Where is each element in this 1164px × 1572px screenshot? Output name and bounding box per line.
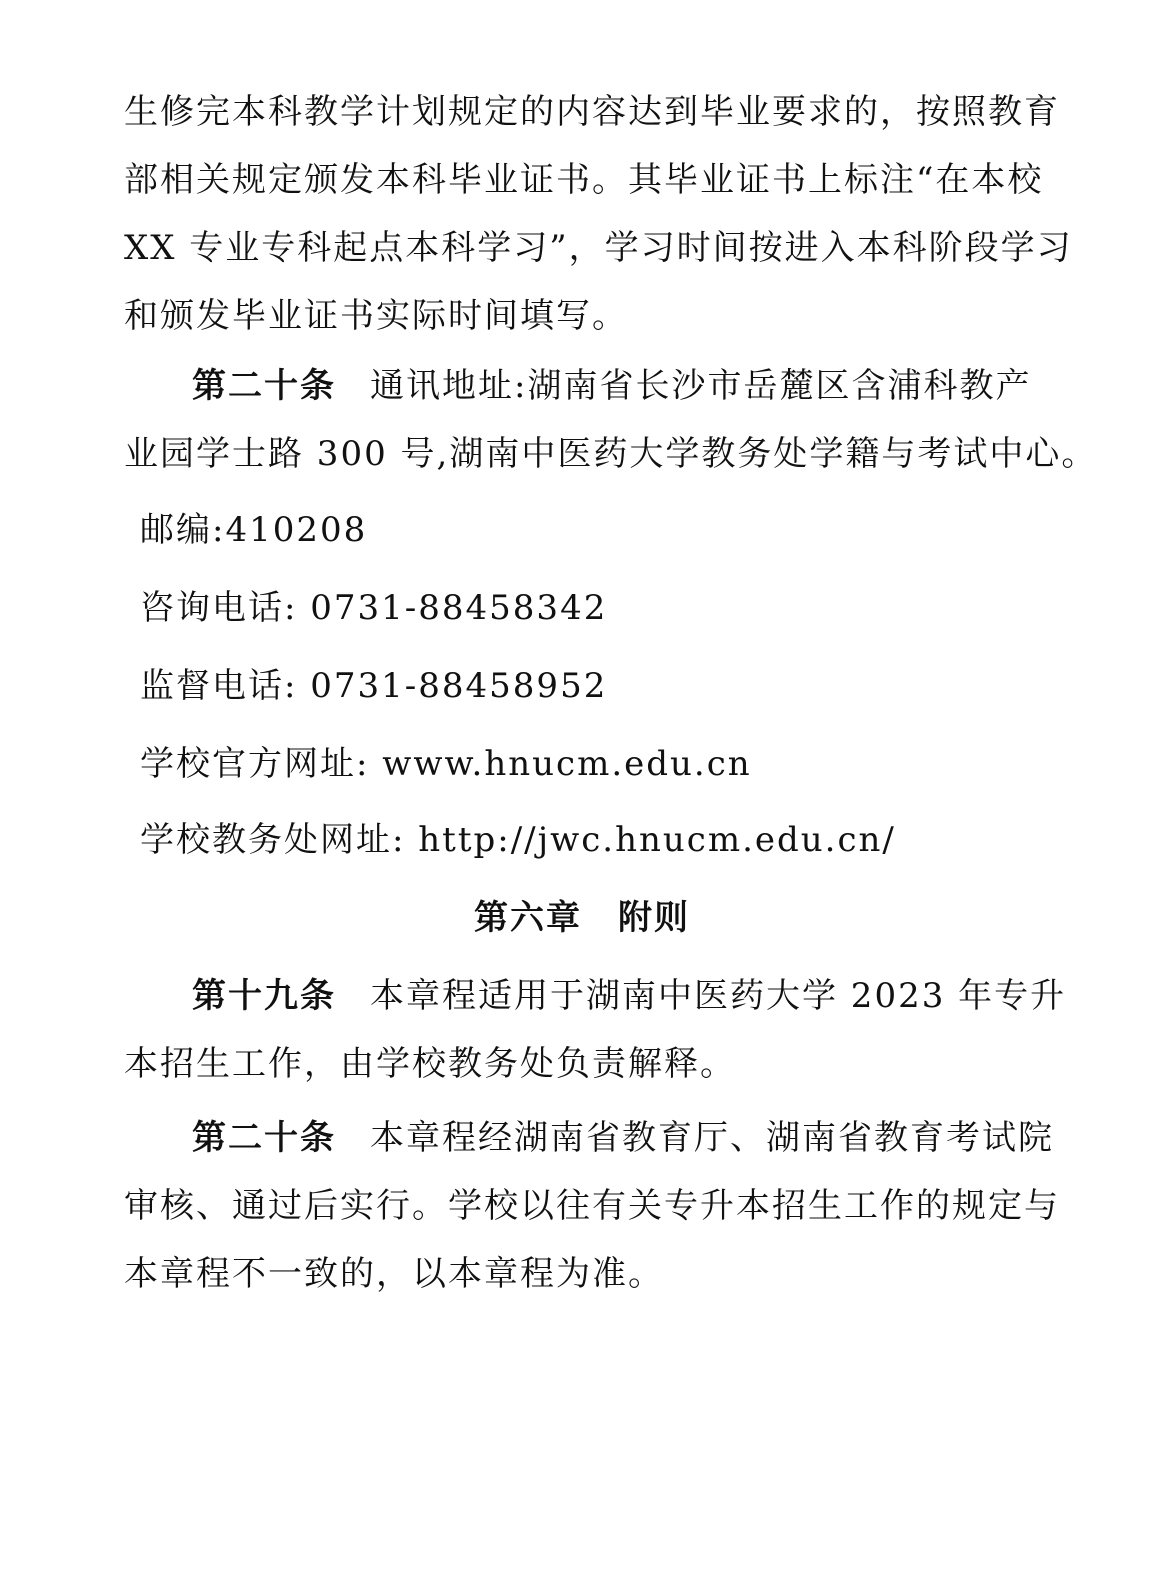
consult-phone: 咨询电话: 0731-88458342	[140, 588, 608, 628]
article-heading: 第二十条	[192, 1118, 336, 1158]
article19-text-1: 本章程适用于湖南中医药大学 2023 年专升	[370, 976, 1067, 1016]
contact-article-line-2: 业园学士路 300 号,湖南中医药大学教务处学籍与考试中心。	[124, 434, 1098, 474]
contact-article-line-1	[192, 366, 1031, 406]
chapter-title: 第六章 附则	[474, 898, 690, 938]
article20-line-2: 审核、通过后实行。学校以往有关专升本招生工作的规定与	[124, 1186, 1060, 1226]
article19-line-1	[192, 976, 1066, 1016]
intro-line-4: 和颁发毕业证书实际时间填写。	[124, 296, 628, 336]
article20-text-1: 本章程经湖南省教育厅、湖南省教育考试院	[370, 1118, 1054, 1158]
postcode: 邮编:410208	[140, 510, 368, 550]
address-text-1: 通讯地址:湖南省长沙市岳麓区含浦科教产	[370, 366, 1032, 406]
supervise-phone: 监督电话: 0731-88458952	[140, 666, 608, 706]
article-heading: 第二十条	[192, 366, 336, 406]
article19-line-2: 本招生工作，由学校教务处负责解释。	[124, 1044, 736, 1084]
office-website: 学校教务处网址: http://jwc.hnucm.edu.cn/	[140, 820, 896, 860]
school-website: 学校官方网址: www.hnucm.edu.cn	[140, 744, 752, 784]
article20-line-3: 本章程不一致的，以本章程为准。	[124, 1254, 664, 1294]
intro-line-1: 生修完本科教学计划规定的内容达到毕业要求的，按照教育	[124, 92, 1060, 132]
article20-line-1	[192, 1118, 1054, 1158]
intro-line-3: XX 专业专科起点本科学习”，学习时间按进入本科阶段学习	[124, 228, 1073, 268]
article-heading: 第十九条	[192, 976, 336, 1016]
intro-line-2: 部相关规定颁发本科毕业证书。其毕业证书上标注“在本校	[124, 160, 1044, 200]
